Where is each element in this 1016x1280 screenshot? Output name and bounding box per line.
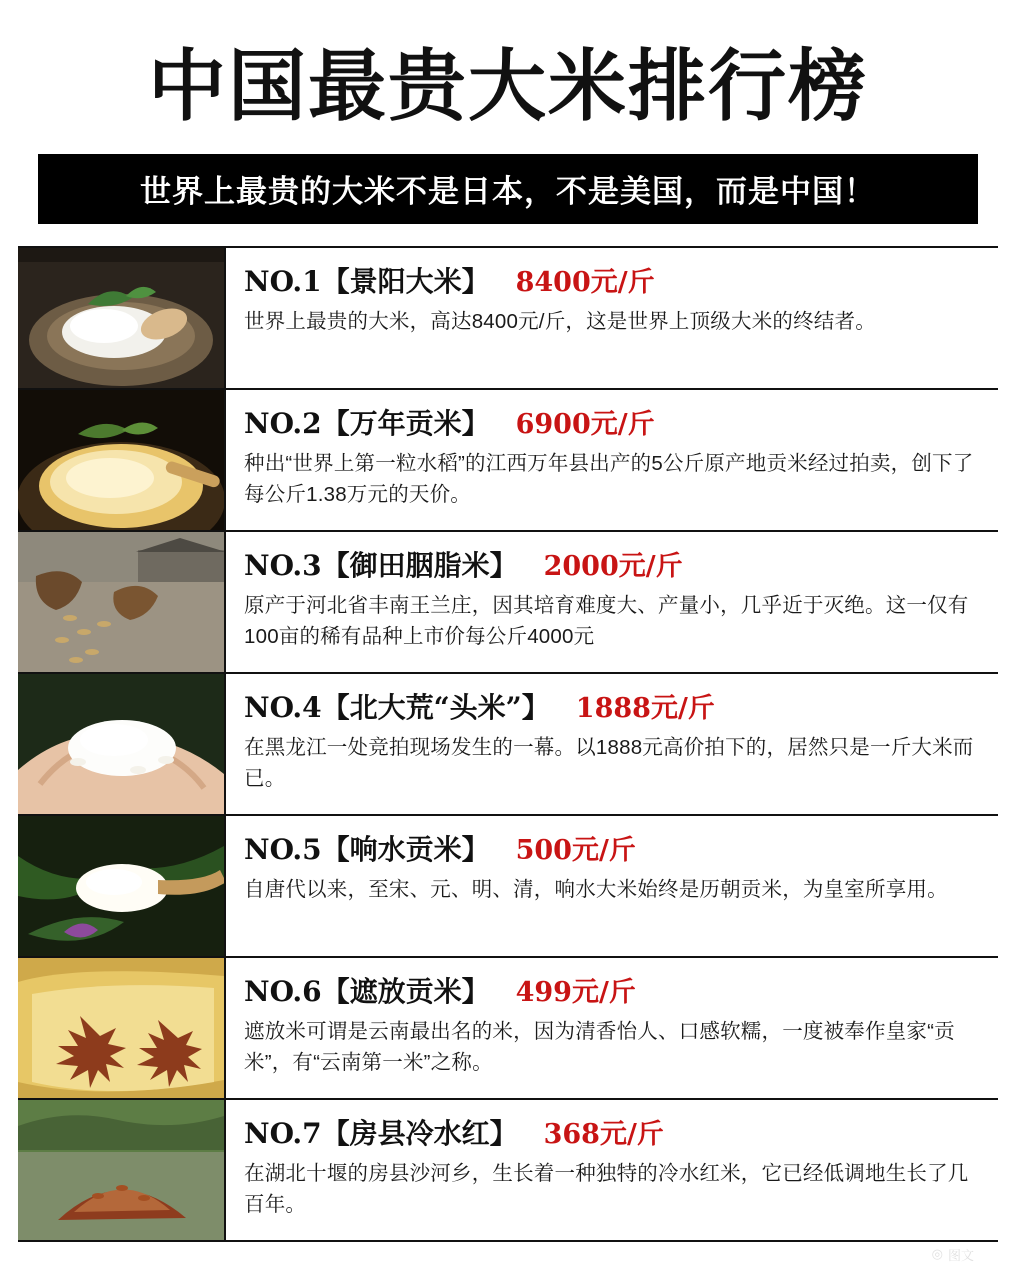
- item-content-6: [226, 958, 998, 1098]
- list-item: [18, 390, 998, 532]
- item-image-2: [18, 390, 226, 530]
- item-price: 368元/斤: [543, 1118, 664, 1150]
- item-title: NO.5【响水贡米】: [244, 832, 490, 866]
- item-price: 1888元/斤: [575, 692, 715, 724]
- ranking-list: [18, 246, 998, 1242]
- list-item: [18, 958, 998, 1100]
- item-content-1: [226, 248, 998, 388]
- item-description: 在湖北十堰的房县沙河乡，生长着一种独特的冷水红米，它已经低调地生长了几百年。: [244, 1161, 969, 1217]
- item-heading-6: [244, 970, 984, 1010]
- item-heading-2: [244, 402, 984, 442]
- item-title: NO.7【房县冷水红】: [244, 1116, 518, 1150]
- watermark-label: 图文: [947, 1247, 974, 1263]
- item-heading-5: [244, 828, 984, 868]
- list-item: [18, 1100, 998, 1242]
- item-content-5: [226, 816, 998, 956]
- item-image-1: [18, 248, 226, 388]
- item-price: 499元/斤: [515, 976, 636, 1008]
- item-price: 6900元/斤: [515, 408, 655, 440]
- item-price: 8400元/斤: [515, 266, 655, 298]
- item-heading-3: [244, 544, 984, 584]
- item-image-3: [18, 532, 226, 672]
- item-heading-4: [244, 686, 984, 726]
- list-item: [18, 532, 998, 674]
- item-description: 原产于河北省丰南王兰庄，因其培育难度大、产量小，几乎近于灭绝。这一仅有100亩的稀有品种上市价每公斤4000元: [244, 593, 969, 649]
- item-title: NO.3【御田胭脂米】: [244, 548, 518, 582]
- item-title: NO.2【万年贡米】: [244, 406, 490, 440]
- item-title: NO.4【北大荒“头米”】: [244, 690, 550, 724]
- item-heading-7: [244, 1112, 984, 1152]
- item-image-6: [18, 958, 226, 1098]
- header: [18, 0, 998, 224]
- item-description: 世界上最贵的大米，高达8400元/斤，这是世界上顶级大米的终结者。: [244, 309, 876, 333]
- item-description: 在黑龙江一处竞拍现场发生的一幕。以1888元高价拍下的，居然只是一斤大米而已。: [244, 735, 974, 791]
- item-title: NO.6【遮放贡米】: [244, 974, 490, 1008]
- item-description: 种出“世界上第一粒水稻”的江西万年县出产的5公斤原产地贡米经过拍卖，创下了每公斤1.38万元的天价。: [244, 451, 974, 507]
- list-item: [18, 816, 998, 958]
- list-item: [18, 248, 998, 390]
- watermark: [932, 1245, 974, 1264]
- item-price: 500元/斤: [515, 834, 636, 866]
- item-image-4: [18, 674, 226, 814]
- item-description: 遮放米可谓是云南最出名的米，因为清香怡人、口感软糯，一度被奉作皇家“贡米”，有“云南第一米”之称。: [244, 1019, 955, 1075]
- item-description: 自唐代以来，至宋、元、明、清，响水大米始终是历朝贡米，为皇室所享用。: [244, 877, 948, 901]
- item-content-7: [226, 1100, 998, 1240]
- footer: [18, 1242, 998, 1268]
- item-heading-1: [244, 260, 984, 300]
- item-title: NO.1【景阳大米】: [244, 264, 490, 298]
- item-content-3: [226, 532, 998, 672]
- item-image-5: [18, 816, 226, 956]
- item-content-2: [226, 390, 998, 530]
- page-title: 中国最贵大米排行榜: [147, 41, 868, 132]
- subtitle-banner: 世界上最贵的大米不是日本，不是美国，而是中国！: [38, 154, 978, 224]
- watermark-icon: ◎: [931, 1246, 943, 1262]
- list-item: [18, 674, 998, 816]
- item-price: 2000元/斤: [543, 550, 683, 582]
- item-image-7: [18, 1100, 226, 1240]
- item-content-4: [226, 674, 998, 814]
